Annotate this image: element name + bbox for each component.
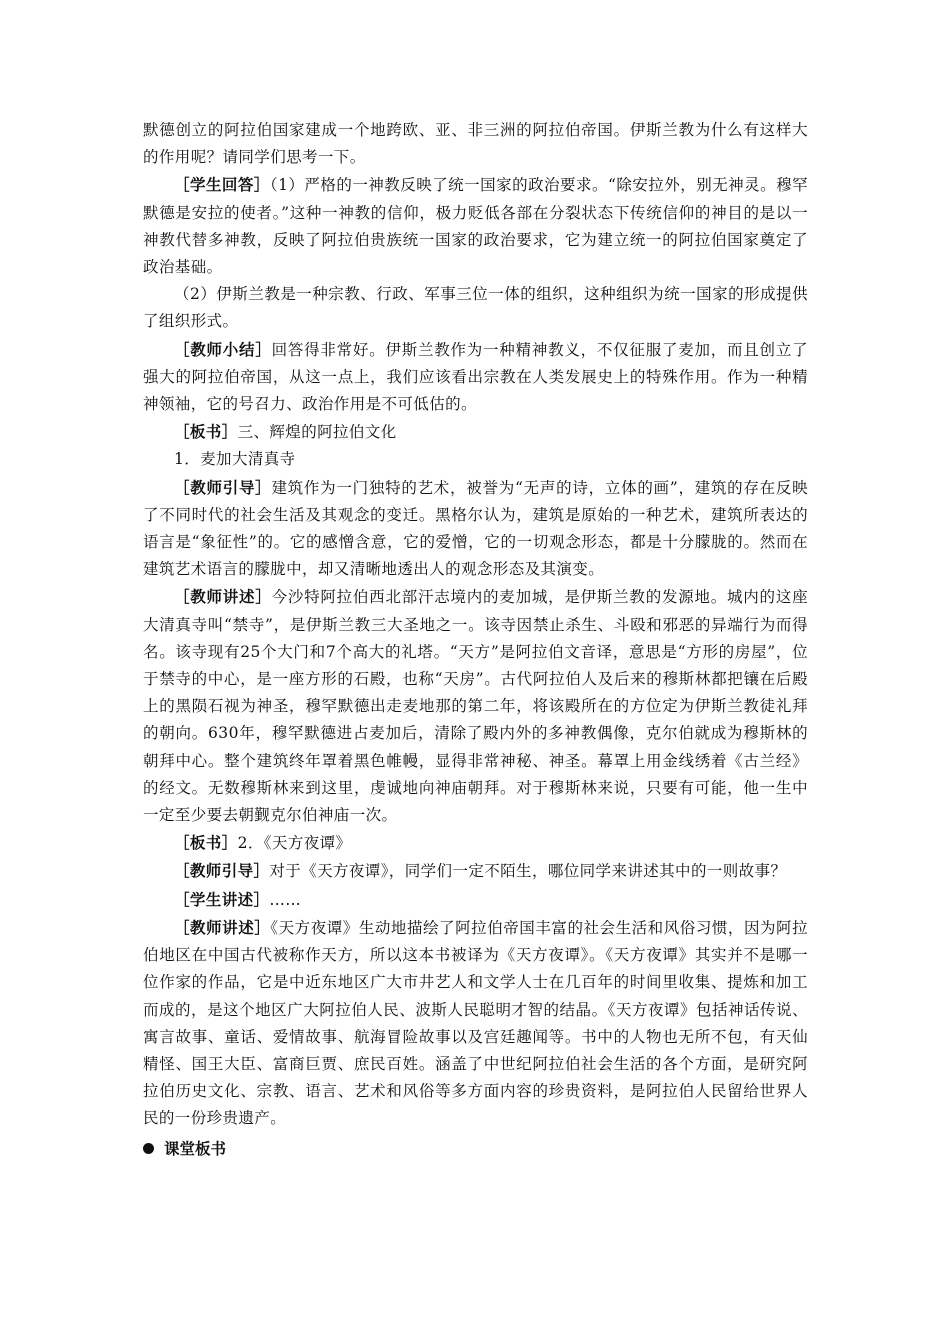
paragraph-text: 回答得非常好。伊斯兰教作为一种精神教义，不仅征服了麦加，而且创立了强大的阿拉伯帝国，从这一点上，我们应该看出宗教在人类发展史上的特殊作用。作为一种精神领袖，它的号召力、政治作用是不可低估的。: [143, 340, 808, 414]
bullet-icon: [143, 1143, 154, 1154]
paragraph-text: 对于《天方夜谭》，同学们一定不陌生，哪位同学来讲述其中的一则故事？: [269, 862, 787, 881]
paragraph-teacher-lecture-arabian-nights: [143, 914, 808, 1133]
speaker-label: ［学生讲述］: [174, 889, 270, 909]
paragraph-text: 建筑作为一门独特的艺术，被誉为“无声的诗，立体的画”，建筑的存在反映了不同时代的社会生活及其观念的变迁。黑格尔认为，建筑是原始的一种艺术，建筑所表达的语言是“象征性”的。它的感憎含意，它的爱憎，它的一切观念形态，都是十分朦胧的。然而在建筑艺术语言的朦胧中，却又清晰地透出人的观念形态及其演变。: [143, 478, 809, 579]
section-heading-classroom-board: [143, 1135, 808, 1162]
paragraph-student-narration: [143, 886, 808, 914]
paragraph-text: 今沙特阿拉伯西北部汗志境内的麦加城，是伊斯兰教的发源地。城内的这座大清真寺叫“禁寺”，是伊斯兰教三大圣地之一。该寺因禁止杀生、斗殴和邪恶的异端行为而得名。该寺现有25个大门和7个高大的礼塔。“天方”是阿拉伯文音译，意思是“方形的房屋”，位于禁寺的中心，是一座方形的石殿，也称“天房”。古代阿拉伯人及后来的穆斯林都把镶在后殿上的黑陨石视为神圣，穆罕默德出走麦地那的第二年，将该殿所在的方位定为伊斯兰教徒礼拜的朝向。630年，穆罕默德进占麦加后，清除了殿内外的多神教偶像，克尔伯就成为穆斯林的朝拜中心。整个建筑终年罩着黑色帷幔，显得非常神秘、神圣。幕罩上用金线绣着《古兰经》的经文。无数穆斯林来到这里，虔诚地向神庙朝拜。对于穆斯林来说，只要有可能，他一生中一定至少要去朝觐克尔伯神庙一次。: [143, 588, 808, 825]
speaker-label: ［板书］: [174, 422, 238, 442]
paragraph-teacher-summary: [143, 336, 808, 419]
paragraph-teacher-guide-architecture: [143, 474, 808, 584]
speaker-label: ［教师讲述］: [174, 587, 272, 607]
speaker-label: ［学生回答］: [174, 175, 270, 195]
paragraph-text: 《天方夜谭》生动地描绘了阿拉伯帝国丰富的社会生活和风俗习惯，因为阿拉伯地区在中国古代被称作天方，所以这本书被译为《天方夜谭》。《天方夜谭》其实并不是哪一位作家的作品，它是中近东地区广大市井艺人和文学人士在几百年的时间里收集、提炼和加工而成的，是这个地区广大阿拉伯人民、波斯人民聪明才智的结晶。《天方夜谭》包括神话传说、寓言故事、童话、爱情故事、航海冒险故事以及宫廷趣闻等。书中的人物也无所不包，有天仙精怪、国王大臣、富商巨贾、庶民百姓。涵盖了中世纪阿拉伯社会生活的各个方面，是研究阿拉伯历史文化、宗教、语言、艺术和风俗等多方面内容的珍贵资料，是阿拉伯人民留给世界人民的一份珍贵遗产。: [143, 918, 809, 1128]
paragraph-subheading-mecca: [143, 446, 808, 473]
paragraph-teacher-guide-story: [143, 857, 808, 885]
paragraph-text: 三、辉煌的阿拉伯文化: [237, 423, 397, 442]
paragraph-intro-continued: [143, 117, 808, 171]
paragraph-board-writing-arabian-nights: [143, 829, 808, 857]
paragraph-text: 默德创立的阿拉伯国家建成一个地跨欧、亚、非三洲的阿拉伯帝国。伊斯兰教为什么有这样大的作用呢？请同学们思考一下。: [143, 121, 808, 167]
paragraph-board-writing-3: [143, 418, 808, 446]
paragraph-teacher-lecture-mecca: [143, 583, 808, 829]
paragraph-student-answer: [143, 171, 808, 281]
paragraph-text: （2）伊斯兰教是一种宗教、行政、军事三位一体的组织，这种组织为统一国家的形成提供了组织形式。: [143, 285, 808, 331]
paragraph-text: ……: [269, 890, 302, 909]
speaker-label: ［教师引导］: [174, 861, 270, 881]
paragraph-answer-point-2: [143, 281, 808, 335]
section-heading-text: 课堂板书: [164, 1138, 227, 1158]
paragraph-text: 1．麦加大清真寺: [174, 450, 296, 469]
speaker-label: ［教师引导］: [174, 477, 272, 497]
speaker-label: ［教师讲述］: [174, 917, 271, 937]
document-page: [143, 117, 808, 1162]
speaker-label: ［板书］: [174, 833, 238, 853]
paragraph-text: （1）严格的一神教反映了统一国家的政治要求。“除安拉外，别无神灵。穆罕默德是安拉的使者。”这种一神教的信仰，极力贬低各部在分裂状态下传统信仰的神目的是以一神教代替多神教，反映了阿拉伯贵族统一国家的政治要求，它为建立统一的阿拉伯国家奠定了政治基础。: [143, 176, 808, 277]
paragraph-text: 2．《天方夜谭》: [237, 834, 352, 853]
speaker-label: ［教师小结］: [174, 339, 272, 359]
